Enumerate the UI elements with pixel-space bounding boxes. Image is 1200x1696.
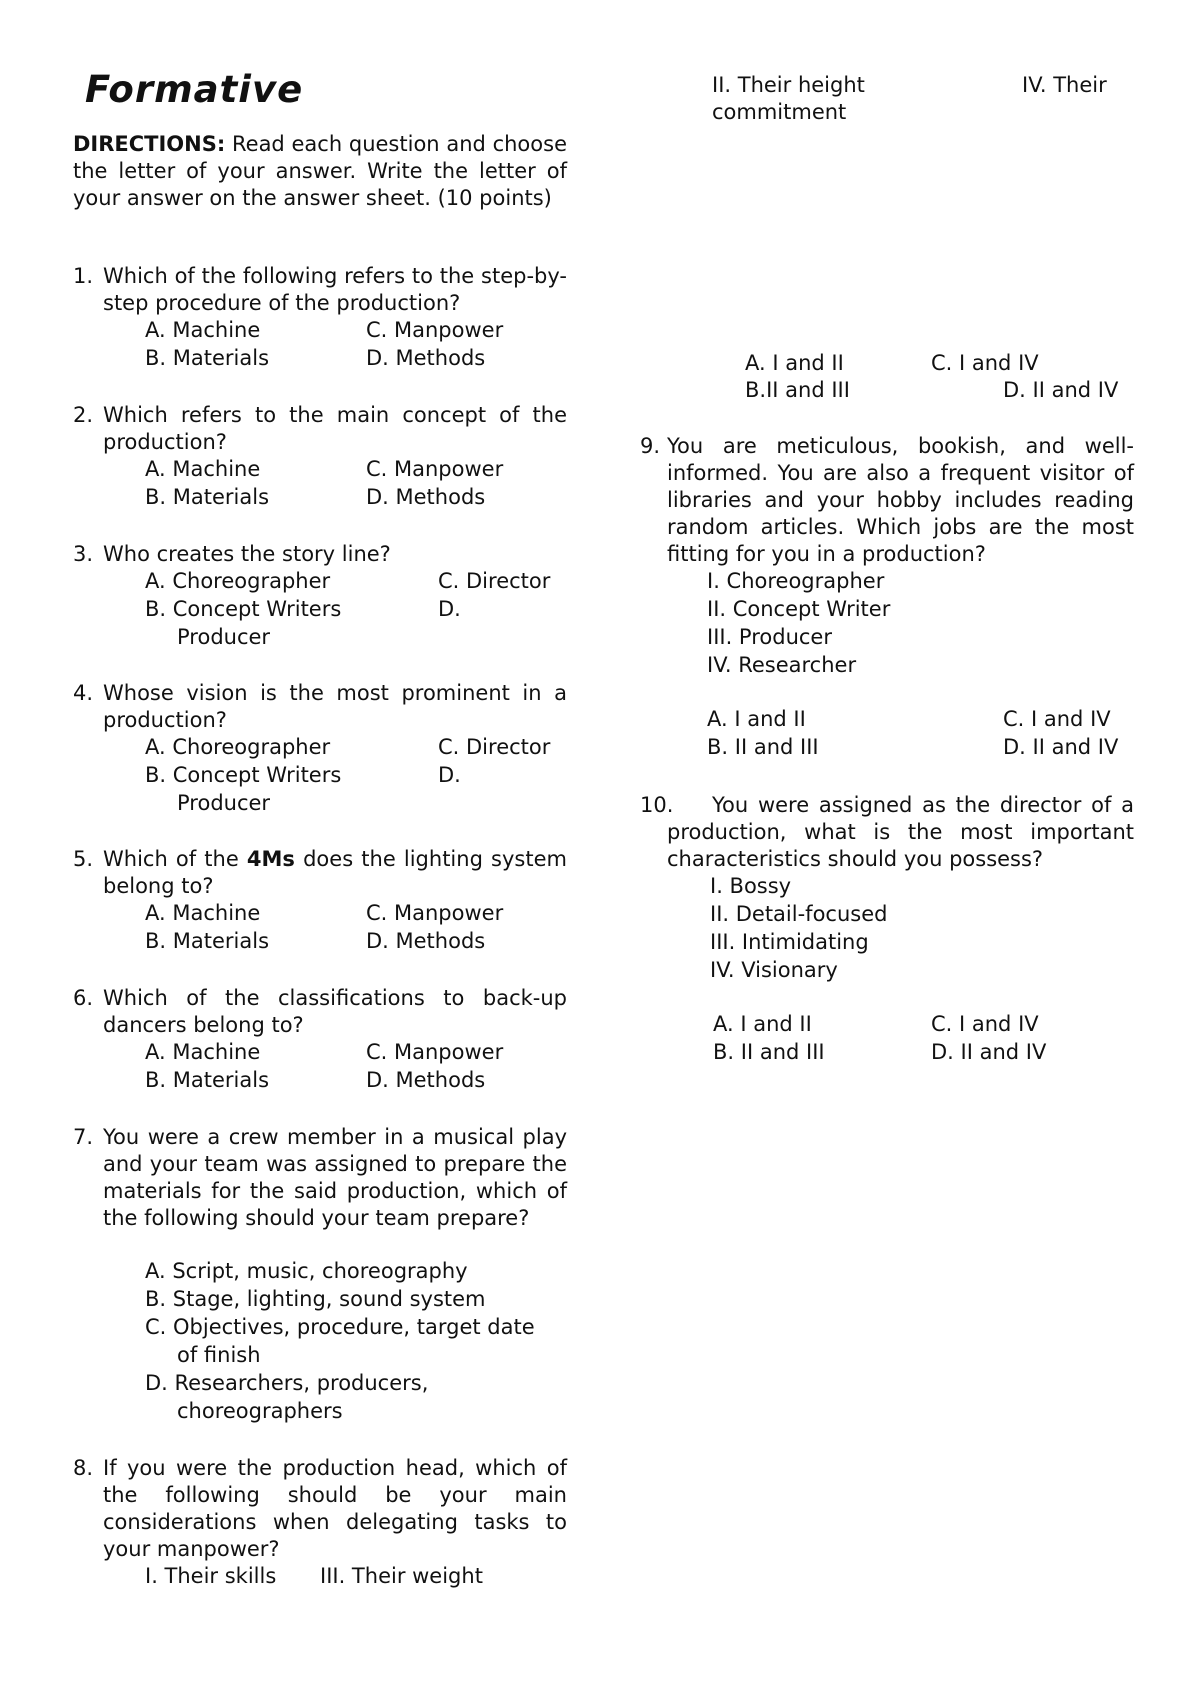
- question-stem: Which of the 4Ms does the lighting system belong to?: [103, 847, 567, 898]
- question-8: [73, 1455, 567, 1591]
- question-number: 9.: [640, 434, 661, 458]
- question-10: [640, 792, 1134, 1067]
- option-c-continued: of finish: [177, 1343, 261, 1367]
- directions-text: Read each question and choose the letter of your answer. Write the letter of your answer on the answer sheet. (10 points): [73, 132, 567, 210]
- question-number: 8.: [73, 1456, 94, 1480]
- question-number: 4.: [73, 681, 94, 705]
- option-c: C. I and IV: [931, 351, 1039, 375]
- option-a: A. Choreographer: [145, 569, 331, 593]
- option-c: C. Director: [438, 735, 551, 759]
- choice-ii: II. Their height: [712, 73, 865, 97]
- option-d-continued: choreographers: [177, 1399, 343, 1423]
- option-a: A. I and II: [713, 1012, 812, 1036]
- question-number: 3.: [73, 542, 94, 566]
- option-c: C. Objectives, procedure, target date: [145, 1315, 535, 1339]
- choice-iv: IV. Visionary: [710, 958, 838, 982]
- option-c: C. Manpower: [366, 457, 504, 481]
- option-a: A. I and II: [745, 351, 844, 375]
- option-b: B. II and III: [713, 1040, 825, 1064]
- option-b: B. Materials: [145, 929, 270, 953]
- option-d-continued: Producer: [177, 625, 271, 649]
- choice-iii: III. Their weight: [320, 1564, 483, 1588]
- option-a: A. Machine: [145, 901, 261, 925]
- question-number: 10.: [640, 793, 674, 817]
- question-stem: Which of the following refers to the step-by-step procedure of the production?: [103, 264, 567, 315]
- option-d-continued: Producer: [177, 791, 271, 815]
- option-c: C. Manpower: [366, 318, 504, 342]
- option-d: D. Researchers, producers,: [145, 1371, 429, 1395]
- bold-term: 4Ms: [246, 847, 295, 871]
- option-d: D. Methods: [366, 346, 486, 370]
- option-d: D.: [438, 597, 461, 621]
- option-c: C. I and IV: [931, 1012, 1039, 1036]
- question-5: [73, 846, 567, 956]
- question-9: [640, 433, 1134, 762]
- choice-iv: IV. Researcher: [707, 653, 857, 677]
- option-a: A. Machine: [145, 1040, 261, 1064]
- option-b: B. Materials: [145, 485, 270, 509]
- question-stem: You were a crew member in a musical play and your team was assigned to prepare the materials for the said production, which of the following should your team prepare?: [103, 1125, 567, 1230]
- question-1: [73, 263, 567, 373]
- option-a: A. Machine: [145, 457, 261, 481]
- question-number: 7.: [73, 1125, 94, 1149]
- choice-iii: III. Intimidating: [710, 930, 869, 954]
- question-4: [73, 680, 567, 818]
- question-number: 5.: [73, 847, 94, 871]
- choice-ii: II. Concept Writer: [707, 597, 891, 621]
- question-number: 2.: [73, 403, 94, 427]
- option-c: C. Manpower: [366, 901, 504, 925]
- choice-ii: II. Detail-focused: [710, 902, 888, 926]
- choice-i: I. Choreographer: [707, 569, 885, 593]
- option-b: B. Materials: [145, 1068, 270, 1092]
- option-b: B. Stage, lighting, sound system: [145, 1287, 486, 1311]
- question-6: [73, 985, 567, 1095]
- option-d: D. II and IV: [1003, 735, 1119, 759]
- option-b: B. Concept Writers: [145, 597, 342, 621]
- option-d: D. Methods: [366, 485, 486, 509]
- option-d: D. Methods: [366, 929, 486, 953]
- option-c: C. Director: [438, 569, 551, 593]
- choice-iv: IV. Their: [1022, 73, 1107, 97]
- choice-iii: III. Producer: [707, 625, 832, 649]
- option-b: B. Materials: [145, 346, 270, 370]
- question-number: 1.: [73, 264, 94, 288]
- question-number: 6.: [73, 986, 94, 1010]
- question-stem: You are meticulous, bookish, and well-informed. You are also a frequent visitor of libraries and your hobby includes reading random articles. Which jobs are the most fitting for you in a production?: [667, 434, 1134, 566]
- page-title: Formative: [85, 68, 304, 111]
- option-a: A. Choreographer: [145, 735, 331, 759]
- question-stem: Which of the classifications to back-up dancers belong to?: [103, 986, 567, 1037]
- option-c: C. I and IV: [1003, 707, 1111, 731]
- question-stem: You were assigned as the director of a production, what is the most important characteristics should you possess?: [667, 793, 1134, 871]
- option-b: B. Concept Writers: [145, 763, 342, 787]
- option-a: A. Script, music, choreography: [145, 1259, 468, 1283]
- directions-label: DIRECTIONS:: [73, 132, 226, 156]
- option-d: D. II and IV: [931, 1040, 1047, 1064]
- option-d: D. II and IV: [1003, 378, 1119, 402]
- option-c: C. Manpower: [366, 1040, 504, 1064]
- directions: [73, 131, 567, 212]
- question-stem: If you were the production head, which of the following should be your main considerations when delegating tasks to your manpower?: [103, 1456, 567, 1561]
- question-3: [73, 541, 567, 652]
- option-a: A. I and II: [707, 707, 806, 731]
- option-d: D. Methods: [366, 1068, 486, 1092]
- option-b: B.II and III: [745, 378, 850, 402]
- question-7: [73, 1124, 567, 1426]
- choice-iv-continued: commitment: [712, 100, 847, 124]
- question-stem: Which refers to the main concept of the production?: [103, 403, 567, 454]
- option-d: D.: [438, 763, 461, 787]
- choice-i: I. Their skills: [145, 1564, 277, 1588]
- question-2: [73, 402, 567, 512]
- option-a: A. Machine: [145, 318, 261, 342]
- question-stem: Whose vision is the most prominent in a production?: [103, 681, 567, 732]
- option-b: B. II and III: [707, 735, 819, 759]
- choice-i: I. Bossy: [710, 874, 792, 898]
- question-stem: Who creates the story line?: [103, 542, 391, 566]
